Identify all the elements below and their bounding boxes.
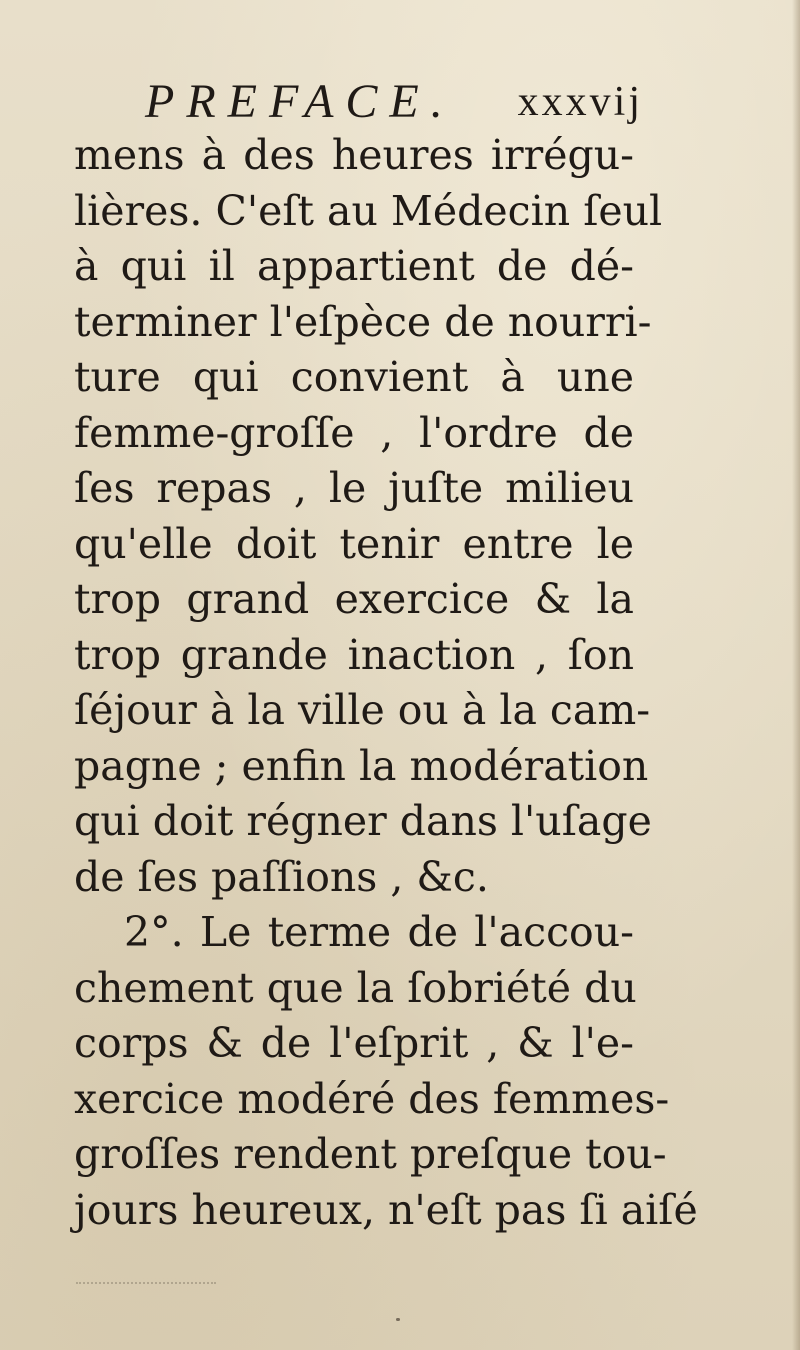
text-line: xercice modéré des femmes- — [74, 1074, 670, 1123]
paragraph-end-line: de ſes paſſions , &c. — [74, 852, 489, 901]
paragraph-start-line: 2°. Le terme de l'accou- — [124, 908, 634, 956]
text-line: qu'elle doit tenir entre le — [74, 519, 634, 568]
ink-specks — [76, 1262, 216, 1284]
text-line: ſéjour à la ville ou à la cam- — [74, 686, 651, 734]
page-number: xxxvij — [517, 79, 643, 125]
text-line: corps & de l'eſprit , & l'e- — [74, 1019, 634, 1067]
text-line: mens à des heures irrégu- — [74, 131, 634, 179]
ink-dot — [396, 1318, 400, 1321]
page-edge-shadow — [792, 0, 800, 1350]
text-line: ſes repas , le juſte milieu — [74, 464, 634, 512]
text-line: chement que la ſobriété du — [74, 963, 637, 1012]
text-line: femme-groſſe , l'ordre de — [74, 408, 634, 457]
text-line: ture qui convient à une — [74, 353, 634, 401]
text-line: qui doit régner dans l'uſage — [74, 797, 652, 845]
body-text — [74, 128, 698, 1238]
text-line: groſſes rendent preſque tou- — [74, 1130, 667, 1178]
text-line: terminer l'eſpèce de nourri- — [74, 297, 652, 346]
text-line: à qui il appartient de dé- — [74, 242, 634, 290]
text-line: trop grand exercice & la — [74, 575, 634, 623]
running-head-title: PREFACE. — [145, 75, 455, 128]
running-head — [145, 72, 645, 132]
text-line: pagne ; enfin la modération — [74, 741, 649, 790]
text-line: trop grande inaction , ſon — [74, 630, 634, 679]
text-line: jours heureux, n'eſt pas ſi aiſé — [74, 1185, 698, 1234]
text-line: lières. C'eſt au Médecin ſeul — [74, 186, 663, 235]
